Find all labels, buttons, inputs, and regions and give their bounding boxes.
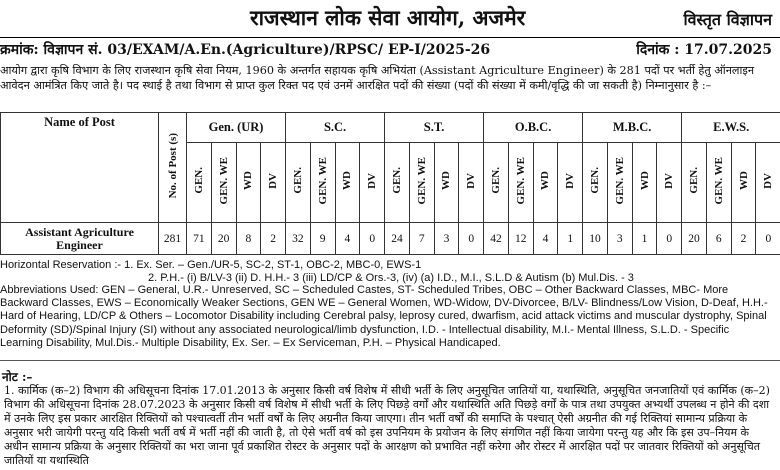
value-cell: 0 [360, 223, 385, 255]
horizontal-reservation [0, 259, 780, 285]
sub-header: GEN. [187, 143, 212, 223]
value-cell: 20 [211, 223, 236, 255]
sub-header: DV [558, 143, 583, 223]
value-cell: 1 [558, 223, 583, 255]
sub-header: WD [731, 143, 756, 223]
post-name-header: Name of Post [1, 113, 159, 223]
group-header: O.B.C. [484, 113, 583, 143]
group-header: Gen. (UR) [187, 113, 286, 143]
advertisement-badge: विस्तृत विज्ञापन [683, 10, 772, 29]
value-cell: 0 [756, 223, 780, 255]
value-cell: 32 [286, 223, 311, 255]
sub-header: GEN. [385, 143, 410, 223]
value-cell: 20 [682, 223, 707, 255]
intro-paragraph: आयोग द्वारा कृषि विभाग के लिए राजस्थान कृषि सेवा नियम, 1960 के अन्तर्गत सहायक कृषि अभियंता (Assistant Agriculture Engineer) के 281 पदों पर भर्ती हेतु ऑनलाइन आवेदन आमंत्रित किए जाते है। पद स्थाई है तथा विभाग से प्राप्त कुल रिक्त पद एवं उनमें आरक्षित पदों की संख्या (पदों की संख्या में कमी/वृद्धि की जा सकती है) निम्नानुसार है :– [0, 64, 755, 92]
group-header: M.B.C. [583, 113, 682, 143]
value-cell: 8 [236, 223, 261, 255]
sub-header: WD [632, 143, 657, 223]
value-cell: 0 [459, 223, 484, 255]
commission-title: राजस्थान लोक सेवा आयोग, अजमेर [250, 5, 526, 30]
sub-header: DV [459, 143, 484, 223]
advertisement-number: क्रमांक: विज्ञापन सं. 03/EXAM/A.En.(Agriculture)/RPSC/ EP-I/2025-26 [0, 42, 491, 58]
sub-header: DV [360, 143, 385, 223]
sub-header: GEN. WE [706, 143, 731, 223]
table-row [1, 223, 780, 255]
table-group-header-row [1, 113, 780, 143]
vacancy-table [0, 112, 780, 255]
value-cell: 4 [335, 223, 360, 255]
value-cell: 71 [187, 223, 212, 255]
sub-header: GEN. WE [508, 143, 533, 223]
value-cell: 42 [484, 223, 509, 255]
reference-line [0, 40, 780, 59]
sub-header: DV [756, 143, 780, 223]
value-cell: 6 [706, 223, 731, 255]
sub-header: DV [657, 143, 682, 223]
sub-header: GEN. WE [607, 143, 632, 223]
value-cell: 9 [310, 223, 335, 255]
section-divider [0, 360, 780, 361]
value-cell: 4 [533, 223, 558, 255]
value-cell: 10 [583, 223, 608, 255]
sub-header: GEN. WE [310, 143, 335, 223]
value-cell: 3 [434, 223, 459, 255]
post-count-cell: 281 [159, 223, 187, 255]
post-count-header: No. of Post (s) [159, 113, 187, 223]
post-name-cell: Assistant Agriculture Engineer [1, 223, 159, 255]
advertisement-date: दिनांक : 17.07.2025 [636, 42, 772, 58]
value-cell: 1 [632, 223, 657, 255]
value-cell: 2 [261, 223, 286, 255]
sub-header: GEN. [682, 143, 707, 223]
value-cell: 7 [409, 223, 434, 255]
horizontal-reservation-line-2: 2. P.H.- (i) B/LV-3 (ii) D. H.H.- 3 (iii) LD/CP & Ors.-3, (iv) (a) I.D., M.I., S.L.D & Autism (b) Mul.Dis. - 3 [148, 272, 634, 284]
horizontal-reservation-line-1: Horizontal Reservation :- 1. Ex. Ser. – Gen./UR-5, SC-2, ST-1, OBC-2, MBC-0, EWS-1 [0, 259, 422, 271]
sub-header: GEN. WE [211, 143, 236, 223]
header [0, 0, 780, 38]
value-cell: 3 [607, 223, 632, 255]
value-cell: 24 [385, 223, 410, 255]
group-header: S.T. [385, 113, 484, 143]
note-heading: नोट :– [2, 370, 33, 384]
value-cell: 2 [731, 223, 756, 255]
abbreviations-paragraph: Abbreviations Used: GEN – General, U.R.- Unreserved, SC – Scheduled Castes, ST- Scheduled Tribes, OBC – Other Backward Classes, MBC- More Backward Classes, EWS – Economically Weaker Sections, GEN WE – General Women, WD-Widow, DV-Divorcee, B/LV- Blindness/Low Vision, D-Deaf, H.H.-Hard of Hearing, LD/CP & Others – Locomotor Disability including Cerebral palsy, leprosy cured, dwarfism, acid attack victims and muscular dystrophy, Spinal Deformity (SD)/Spinal Injury (SI) without any associated neurological/limb dysfunction, I.D. - Intellectual disability, M.I.- Mental Illness, S.L.D. - Specific Learning Disability, Mul.Dis.- Multiple Disability, Ex. Ser. – Ex Serviceman, P.H. – Physical Handicaped. [0, 284, 768, 349]
note-paragraph: 1. कार्मिक (क–2) विभाग की अधिसूचना दिनांक 17.01.2013 के अनुसार किसी वर्ष विशेष में सीधी भर्ती के लिए अनुसूचित जातियों या, यथास्थिति, अनुसूचित जनजातियों एवं कार्मिक (क–2) विभाग की अधिसूचना दिनांक 28.07.2023 के अनुसार किसी वर्ष विशेष में सीधी भर्ती के लिए पिछड़े वर्गों और यथास्थिति अति पिछड़े वर्गों के पात्र तथा उपयुक्त अभ्यर्थी उपलब्ध न होने की दशा में उनके लिए इस प्रकार आरक्षित रिक्तियों को पश्चात्वर्ती तीन भर्ती वर्षों के लिए अग्रनीत किया जाएगा। तीन भर्ती वर्षों की समाप्ति के पश्चात् ऐसी अग्रनीत की गई रिक्तियां सामान्य प्रक्रिया के अनुसार भरी जायेगी परन्तु यदि किसी भर्ती वर्ष में भर्ती नहीं की जाती है, तो ऐसे भर्ती वर्ष को इस उपनियम के प्रयोजन के लिए संगणित नहीं किया जायेगा परन्तु यह और कि इस उप–नियम के अधीन सामान्य प्रक्रिया के अनुसार रिक्तियों का भरा जाना पूर्व प्रकाशित रोस्टर के अनुसार पदों के आरक्षण को प्रभावित नहीं करेगा और रोस्टर में आरक्षित पदों पर जातवार रिक्तियों को अनुसूचित जातियों या यथास्थिति [4, 384, 770, 467]
sub-header: WD [236, 143, 261, 223]
sub-header: WD [434, 143, 459, 223]
sub-header: WD [533, 143, 558, 223]
group-header: S.C. [286, 113, 385, 143]
sub-header: GEN. WE [409, 143, 434, 223]
header-divider [0, 37, 780, 38]
value-cell: 12 [508, 223, 533, 255]
sub-header: GEN. [583, 143, 608, 223]
group-header: E.W.S. [682, 113, 780, 143]
sub-header: WD [335, 143, 360, 223]
sub-header: GEN. [484, 143, 509, 223]
sub-header: DV [261, 143, 286, 223]
value-cell: 0 [657, 223, 682, 255]
sub-header: GEN. [286, 143, 311, 223]
